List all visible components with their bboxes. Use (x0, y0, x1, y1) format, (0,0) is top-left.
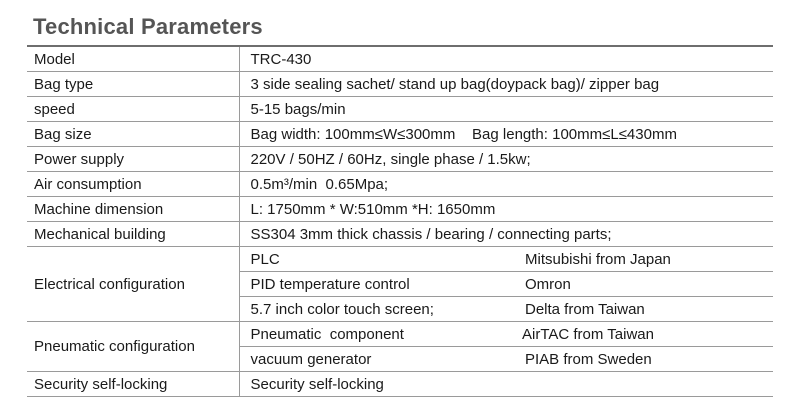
parameters-table (27, 45, 773, 397)
page-title: Technical Parameters (33, 14, 263, 39)
row-label: Air consumption (27, 172, 239, 197)
table-row (27, 72, 773, 97)
row-value: 5-15 bags/min (239, 97, 773, 122)
component-vendor: PIAB from Sweden (489, 347, 773, 372)
component-name: PID temperature control (239, 272, 489, 297)
table-row (27, 247, 773, 272)
component-name: PLC (239, 247, 489, 272)
row-label: Mechanical building (27, 222, 239, 247)
component-vendor: AirTAC from Taiwan (489, 322, 773, 347)
row-label: Bag type (27, 72, 239, 97)
row-label: speed (27, 97, 239, 122)
table-row (27, 46, 773, 72)
table-row (27, 97, 773, 122)
row-label: Machine dimension (27, 197, 239, 222)
component-name: vacuum generator (239, 347, 489, 372)
row-value: Security self-locking (239, 372, 773, 397)
table-row (27, 147, 773, 172)
table-row (27, 372, 773, 397)
component-name: Pneumatic component (239, 322, 489, 347)
row-value: 0.5m³/min 0.65Mpa; (239, 172, 773, 197)
row-value: 220V / 50HZ / 60Hz, single phase / 1.5kw; (239, 147, 773, 172)
row-label: Model (27, 46, 239, 72)
table-row (27, 122, 773, 147)
component-vendor: Omron (489, 272, 773, 297)
row-value: 3 side sealing sachet/ stand up bag(doypack bag)/ zipper bag (239, 72, 773, 97)
row-value: L: 1750mm * W:510mm *H: 1650mm (239, 197, 773, 222)
row-value: TRC-430 (239, 46, 773, 72)
row-value: Bag width: 100mm≤W≤300mm Bag length: 100mm≤L≤430mm (239, 122, 773, 147)
table-row (27, 197, 773, 222)
table-row (27, 172, 773, 197)
component-vendor: Delta from Taiwan (489, 297, 773, 322)
row-label: Power supply (27, 147, 239, 172)
row-value: SS304 3mm thick chassis / bearing / connecting parts; (239, 222, 773, 247)
component-name: 5.7 inch color touch screen; (239, 297, 489, 322)
component-vendor: Mitsubishi from Japan (489, 247, 773, 272)
table-row (27, 222, 773, 247)
row-label: Security self-locking (27, 372, 239, 397)
row-label-electrical: Electrical configuration (27, 247, 239, 322)
row-label: Bag size (27, 122, 239, 147)
table-row (27, 322, 773, 347)
row-label-pneumatic: Pneumatic configuration (27, 322, 239, 372)
